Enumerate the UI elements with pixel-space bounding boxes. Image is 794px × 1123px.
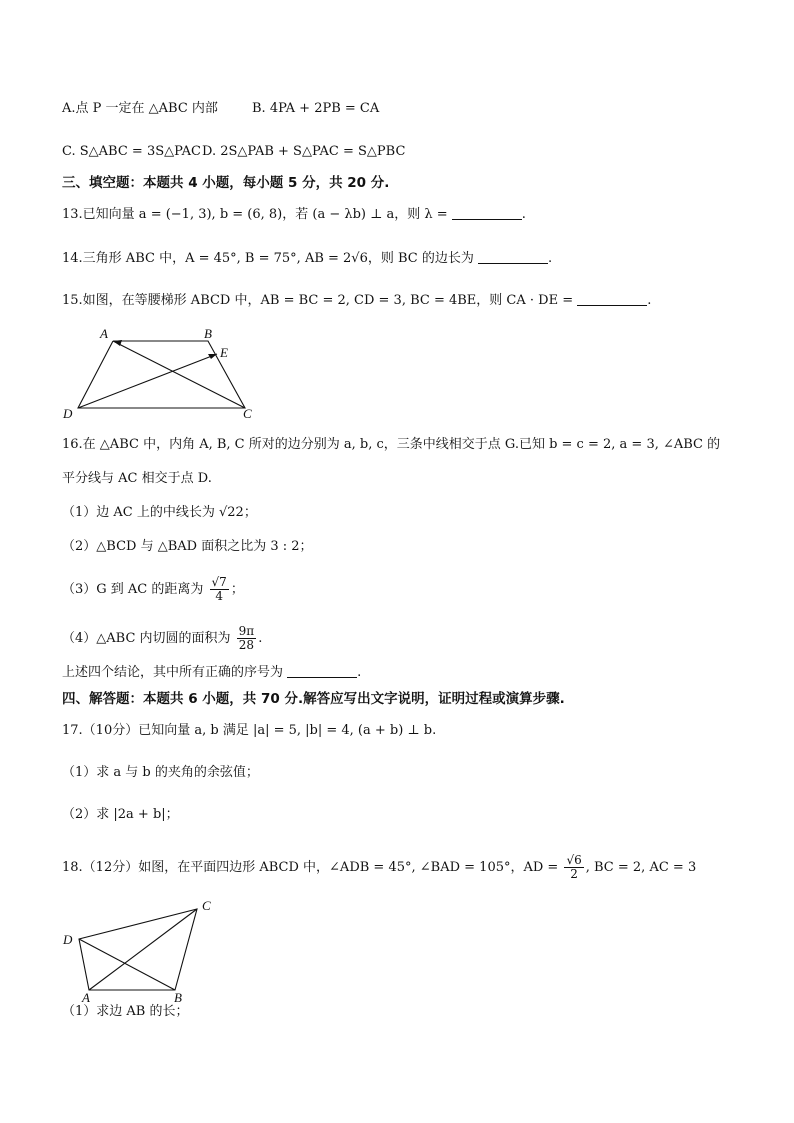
question-16-item-2: （2）△BCD 与 △BAD 面积之比为 3 : 2； [62, 539, 313, 554]
question-18-text-end: , BC = 2, AC = 3 [585, 860, 697, 875]
section-4-header: 四、解答题：本题共 6 小题，共 70 分.解答应写出文字说明，证明过程或演算步骤. [62, 691, 565, 707]
answer-blank [287, 664, 357, 678]
fraction-numerator: √6 [566, 853, 582, 867]
option-b-text: B. 4PA + 2PB = CA [252, 101, 380, 116]
fraction-numerator: √7 [211, 575, 227, 589]
answer-blank [478, 250, 548, 264]
option-d [202, 143, 405, 161]
question-16-conclusion: 上述四个结论，其中所有正确的序号为 . [62, 665, 362, 680]
question-13-text: 13.已知向量 a = (−1, 3), b = (6, 8)，若 (a − λb) ⊥ a，则 λ = [62, 207, 448, 222]
trapezoid-figure [60, 324, 270, 420]
item-4-text: （4）△ABC 内切圆的面积为 [62, 631, 231, 646]
item-3-fraction [210, 576, 229, 603]
question-18-part-1: （1）求边 AB 的长； [62, 1004, 189, 1019]
question-16-line-2: 平分线与 AC 相交于点 D. [62, 471, 212, 486]
option-b [252, 100, 379, 118]
item-3-text: （3）G 到 AC 的距离为 [62, 582, 204, 597]
option-a-text: A.点 P 一定在 △ABC 内部 [62, 101, 218, 116]
fraction-numerator: 9π [238, 624, 255, 638]
segment-de [78, 354, 217, 408]
label-c: C [243, 406, 252, 420]
quadrilateral-figure [60, 896, 230, 1008]
label-e: E [220, 345, 228, 360]
label-c: C [202, 898, 211, 913]
diagonal-db [79, 939, 175, 990]
question-15-text: 15.如图，在等腰梯形 ABCD 中，AB = BC = 2, CD = 3, BC = 4BE，则 CA · DE = [62, 293, 574, 308]
question-14: 14.三角形 ABC 中，A = 45°, B = 75°, AB = 2√6，则 BC 的边长为 . [62, 251, 553, 266]
question-16-item-4 [62, 619, 262, 659]
quadrilateral-outline [79, 909, 197, 990]
question-13: 13.已知向量 a = (−1, 3), b = (6, 8)，若 (a − λb) ⊥ a，则 λ = . [62, 207, 526, 222]
option-d-text: D. 2S△PAB + S△PAC = S△PBC [202, 144, 406, 159]
label-a: A [100, 326, 108, 341]
fraction-denominator: 4 [215, 589, 223, 603]
question-14-text: 14.三角形 ABC 中，A = 45°, B = 75°, AB = 2√6，则 BC 的边长为 [62, 251, 474, 266]
question-18-fraction [564, 854, 583, 881]
item-3-end: ； [230, 582, 244, 597]
item-4-end: . [258, 631, 263, 646]
label-d: D [63, 932, 73, 947]
item-4-fraction [237, 625, 257, 652]
option-c-text: C. S△ABC = 3S△PAC [62, 144, 202, 159]
question-17-part-2: （2）求 |2a + b|； [62, 807, 179, 822]
question-16-item-1: （1）边 AC 上的中线长为 √22； [62, 505, 257, 520]
label-d: D [63, 406, 73, 420]
question-17-part-1: （1）求 a 与 b 的夹角的余弦值； [62, 765, 259, 780]
fraction-denominator: 28 [238, 638, 255, 652]
question-17: 17.（10分）已知向量 a, b 满足 |a| = 5, |b| = 4, (a + b) ⊥ b. [62, 723, 437, 738]
question-15: 15.如图，在等腰梯形 ABCD 中，AB = BC = 2, CD = 3, BC = 4BE，则 CA · DE = . [62, 293, 652, 308]
question-18 [62, 848, 696, 888]
answer-blank [452, 206, 522, 220]
option-a [62, 100, 218, 118]
label-b: B [174, 990, 182, 1005]
question-16-line-1: 16.在 △ABC 中，内角 A, B, C 所对的边分别为 a, b, c，三条中线相交于点 G.已知 b = c = 2, a = 3, ∠ABC 的 [62, 437, 721, 452]
answer-blank [577, 292, 647, 306]
option-c [62, 143, 201, 161]
diagonal-ac [89, 909, 197, 990]
section-3-header: 三、填空题：本题共 4 小题，每小题 5 分，共 20 分. [62, 175, 390, 191]
conclusion-text: 上述四个结论，其中所有正确的序号为 [62, 665, 284, 680]
label-a: A [82, 990, 90, 1005]
label-b: B [204, 326, 212, 341]
question-18-text: 18.（12分）如图，在平面四边形 ABCD 中，∠ADB = 45°, ∠BAD = 105°，AD = [62, 860, 559, 875]
question-16-item-3 [62, 570, 244, 610]
fraction-denominator: 2 [570, 867, 578, 881]
